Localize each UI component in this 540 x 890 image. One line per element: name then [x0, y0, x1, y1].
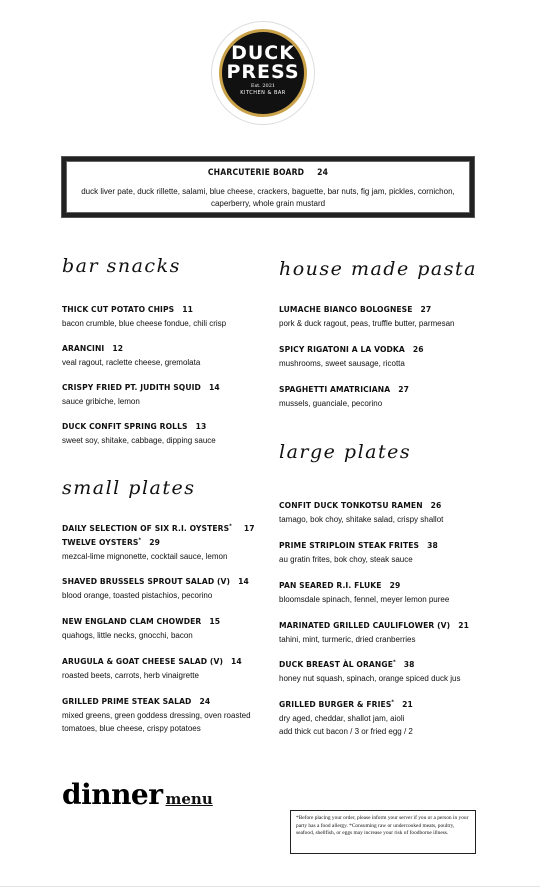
- menu-item: DAILY SELECTION OF SIX R.I. OYSTERS* 17 TWELVE OYSTERS* 29 mezcal-lime mignonette, cocktail sauce, lemon: [62, 523, 292, 563]
- item-price: 17: [243, 524, 255, 533]
- item-price: 11: [182, 305, 193, 314]
- menu-item: [62, 421, 292, 447]
- item-desc: bloomsdale spinach, fennel, meyer lemon puree: [279, 595, 450, 604]
- item-price: 14: [208, 383, 220, 392]
- charcuterie-price: 24: [317, 168, 329, 178]
- page-edge: [0, 886, 540, 887]
- item-name: PRIME STRIPLOIN STEAK FRITES: [279, 541, 420, 550]
- item-price: 15: [209, 617, 221, 626]
- item-price: 13: [195, 422, 207, 431]
- allergy-disclaimer: *Before placing your order, please inform your server if you or a person in your party has a food allergy. *Consuming raw or undercooked meats, poultry, seafood, shellfish, or eggs may increase your risk of foodborne illness.: [290, 810, 476, 854]
- item-name: PAN SEARED R.I. FLUKE: [279, 581, 382, 590]
- logo-line-1: DUCK: [231, 42, 295, 64]
- item-name: DUCK BREAST ÀL ORANGE: [279, 660, 393, 669]
- menu-item: [62, 382, 292, 408]
- section-title-small-plates: small plates: [62, 477, 196, 499]
- item-price: 38: [427, 541, 438, 550]
- item-name: SPICY RIGATONI A LA VODKA: [279, 345, 405, 354]
- menu-item: [62, 576, 292, 602]
- item-desc: sweet soy, shitake, cabbage, dipping sauce: [62, 436, 216, 445]
- menu-item: [62, 304, 292, 330]
- menu-item: [279, 500, 509, 526]
- item-price: 26: [430, 501, 442, 510]
- item-price: 26: [412, 345, 424, 354]
- item-name: GRILLED PRIME STEAK SALAD: [62, 697, 192, 706]
- item-price: 21: [402, 700, 413, 709]
- item-name: ARANCINI: [62, 344, 105, 353]
- item-price: 29: [389, 581, 401, 590]
- item-name: NEW ENGLAND CLAM CHOWDER: [62, 617, 202, 626]
- charcuterie-name: CHARCUTERIE BOARD: [207, 168, 305, 178]
- menu-item: [62, 616, 292, 642]
- item-desc-continued: tomatoes, blue cheese, crispy potatoes: [62, 724, 201, 733]
- menu-item: DUCK BREAST ÀL ORANGE* 38 honey nut squash, spinach, orange spiced duck jus: [279, 659, 509, 685]
- item-desc: bacon crumble, blue cheese fondue, chili crisp: [62, 319, 227, 328]
- menu-item: [279, 580, 509, 606]
- item-desc: sauce gribiche, lemon: [62, 397, 140, 406]
- item-name: CONFIT DUCK TONKOTSU RAMEN: [279, 501, 423, 510]
- item-price: 27: [398, 385, 409, 394]
- item-name: THICK CUT POTATO CHIPS: [62, 305, 175, 314]
- item-name: MARINATED GRILLED CAULIFLOWER (V): [279, 621, 451, 630]
- charcuterie-box: [62, 157, 474, 217]
- item-desc: veal ragout, raclette cheese, gremolata: [62, 358, 201, 367]
- menu-item: [279, 540, 509, 566]
- item-desc: quahogs, little necks, gnocchi, bacon: [62, 631, 193, 640]
- section-title-house-made-pasta: house made pasta: [279, 258, 477, 280]
- item-desc: mushrooms, sweet sausage, ricotta: [279, 359, 405, 368]
- logo-line-2: PRESS: [226, 61, 300, 83]
- item-price: 14: [238, 577, 249, 586]
- menu-item: [279, 620, 509, 646]
- item-desc: roasted beets, carrots, herb vinaigrette: [62, 671, 199, 680]
- item-desc: tahini, mint, turmeric, dried cranberries: [279, 635, 416, 644]
- item-desc: dry aged, cheddar, shallot jam, aioli: [279, 714, 405, 723]
- item-desc: mixed greens, green goddess dressing, oven roasted: [62, 711, 251, 720]
- item-desc: tamago, bok choy, shitake salad, crispy shallot: [279, 515, 444, 524]
- item-price: 24: [199, 697, 211, 706]
- item-desc: mezcal-lime mignonette, cocktail sauce, lemon: [62, 552, 228, 561]
- logo-tagline: KITCHEN & BAR: [240, 90, 286, 96]
- title-menu: menu: [165, 790, 213, 808]
- menu-item: [62, 343, 292, 369]
- item-name: ARUGULA & GOAT CHEESE SALAD (V): [62, 657, 224, 666]
- menu-item: [279, 384, 509, 410]
- title-dinner: dinner: [62, 778, 163, 811]
- item-price: 21: [458, 621, 469, 630]
- item-price-secondary: 29: [149, 538, 160, 547]
- item-name: SPAGHETTI AMATRICIANA: [279, 385, 391, 394]
- menu-item: [279, 344, 509, 370]
- item-desc: mussels, guanciale, pecorino: [279, 399, 383, 408]
- charcuterie-desc: duck liver pate, duck rillette, salami, blue cheese, crackers, baguette, bar nuts, fig jam, pickles, cornichon, caperberry, whole grain mustard: [81, 187, 455, 208]
- item-price: 12: [112, 344, 124, 353]
- item-price: 14: [231, 657, 242, 666]
- item-desc: pork & duck ragout, peas, truffle butter, parmesan: [279, 319, 455, 328]
- item-name: DUCK CONFIT SPRING ROLLS: [62, 422, 188, 431]
- item-desc-continued: add thick cut bacon / 3 or fried egg / 2: [279, 727, 413, 736]
- item-desc: blood orange, toasted pistachios, pecorino: [62, 591, 213, 600]
- item-name: CRISPY FRIED PT. JUDITH SQUID: [62, 383, 201, 392]
- item-name-secondary: TWELVE OYSTERS: [62, 538, 139, 547]
- charcuterie-title: [66, 168, 470, 178]
- menu-item: [62, 696, 292, 735]
- item-price: 38: [403, 660, 415, 669]
- item-name: SHAVED BRUSSELS SPROUT SALAD (V): [62, 577, 231, 586]
- section-title-bar-snacks: bar snacks: [62, 255, 181, 277]
- item-desc: honey nut squash, spinach, orange spiced duck jus: [279, 674, 461, 683]
- logo-established: Est. 2021: [250, 83, 276, 89]
- item-price: 27: [420, 305, 432, 314]
- menu-item: [279, 304, 509, 330]
- menu-item: [62, 656, 292, 682]
- item-name: DAILY SELECTION OF SIX R.I. OYSTERS: [62, 524, 230, 533]
- item-desc: au gratin frites, bok choy, steak sauce: [279, 555, 413, 564]
- dinner-menu-title: [62, 778, 213, 811]
- duck-press-logo: [219, 29, 307, 117]
- menu-item: GRILLED BURGER & FRIES* 21 dry aged, cheddar, shallot jam, aioli add thick cut bacon / 3 or fried egg / 2: [279, 699, 509, 738]
- item-name: GRILLED BURGER & FRIES: [279, 700, 392, 709]
- section-title-large-plates: large plates: [279, 441, 412, 463]
- item-name: LUMACHE BIANCO BOLOGNESE: [279, 305, 413, 314]
